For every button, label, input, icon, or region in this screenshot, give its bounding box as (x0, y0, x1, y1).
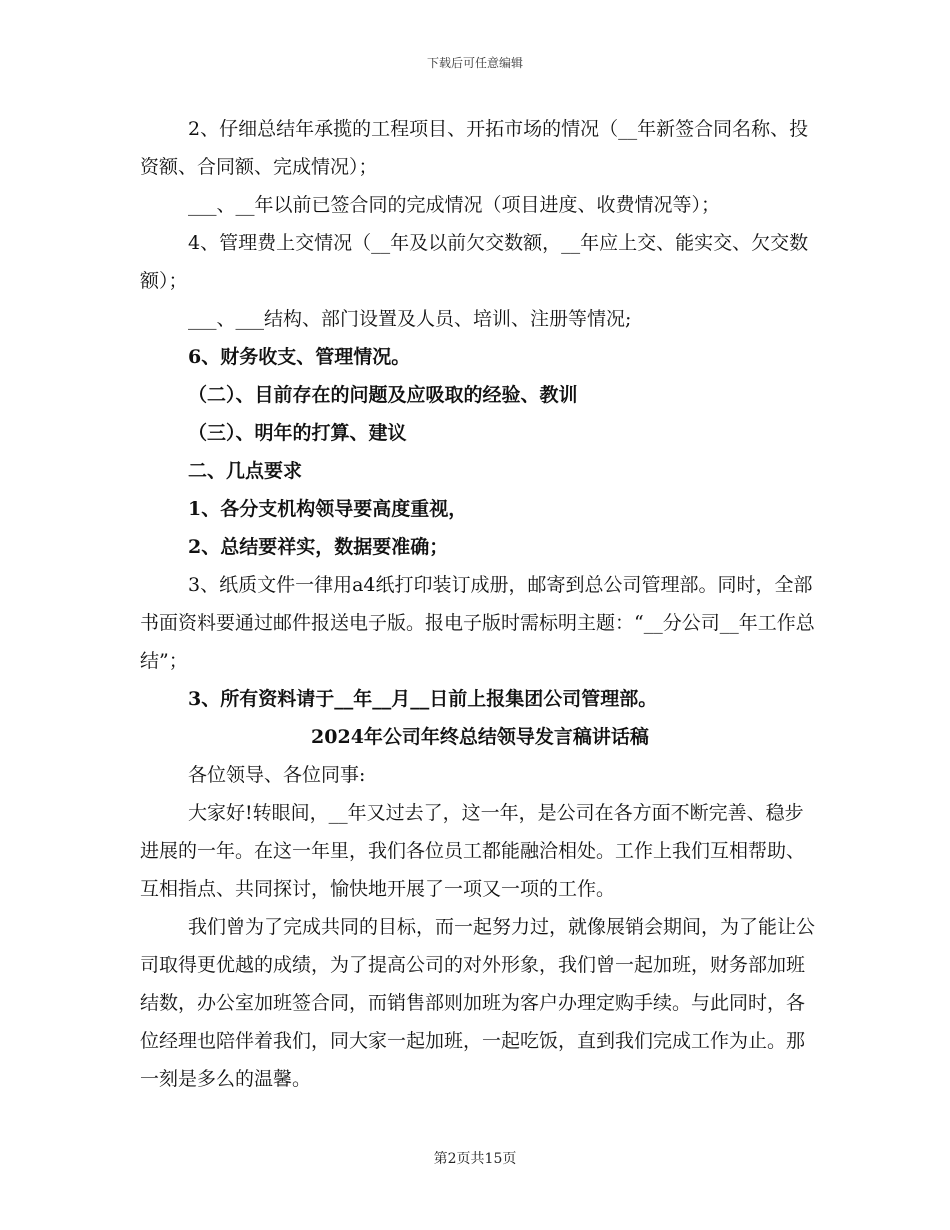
section-heading-problems: （二）、目前存在的问题及应吸取的经验、教训 (188, 384, 578, 406)
requirement-item-4: 3、所有资料请于__年__月__日前上报集团公司管理部。 (188, 688, 658, 710)
document-body (140, 110, 820, 1098)
paragraph-item-2: 2、仔细总结年承揽的工程项目、开拓市场的情况（__年新签合同名称、投资额、合同额、完成情况）； (140, 118, 809, 178)
requirement-item-1: 1、各分支机构领导要高度重视， (188, 498, 468, 520)
paragraph-item-6: 6、财务收支、管理情况。 (188, 346, 411, 368)
speech-paragraph-2: 我们曾为了完成共同的目标，而一起努力过，就像展销会期间，为了能让公司取得更优越的成绩，为了提高公司的对外形象，我们曾一起加班，财务部加班结数，办公室加班签合同，而销售部则加班为客户办理定购手续。与此同时，各位经理也陪伴着我们，同大家一起加班，一起吃饭，直到我们完成工作为止。那一刻是多么的温馨。 (140, 916, 816, 1090)
paragraph-item-3: ___、__年以前已签合同的完成情况（项目进度、收费情况等）； (188, 194, 721, 216)
page-number-footer: 第2页共15页 (433, 1151, 517, 1167)
requirement-item-2: 2、总结要祥实，数据要准确； (188, 536, 449, 558)
paragraph-item-5: ___、___结构、部门设置及人员、培训、注册等情况; (188, 308, 632, 330)
speech-paragraph-1: 大家好!转眼间，__年又过去了，这一年，是公司在各方面不断完善、稳步进展的一年。在这一年里，我们各位员工都能融洽相处。工作上我们互相帮助、互相指点、共同探讨，愉快地开展了一项又一项的工作。 (140, 802, 806, 900)
requirement-item-3: 3、纸质文件一律用a4纸打印装订成册，邮寄到总公司管理部。同时，全部书面资料要通过邮件报送电子版。报电子版时需标明主题：“__分公司__年工作总结”； (140, 574, 815, 672)
speech-greeting: 各位领导、各位同事: (188, 764, 366, 786)
section-heading-requirements: 二、几点要求 (188, 460, 303, 482)
speech-title: 2024年公司年终总结领导发言稿讲话稿 (311, 726, 649, 748)
paragraph-item-4: 4、管理费上交情况（__年及以前欠交数额，__年应上交、能实交、欠交数额）； (140, 232, 809, 292)
page-header-note: 下载后可任意编辑 (426, 56, 523, 70)
section-heading-plans: （三）、明年的打算、建议 (188, 422, 407, 444)
